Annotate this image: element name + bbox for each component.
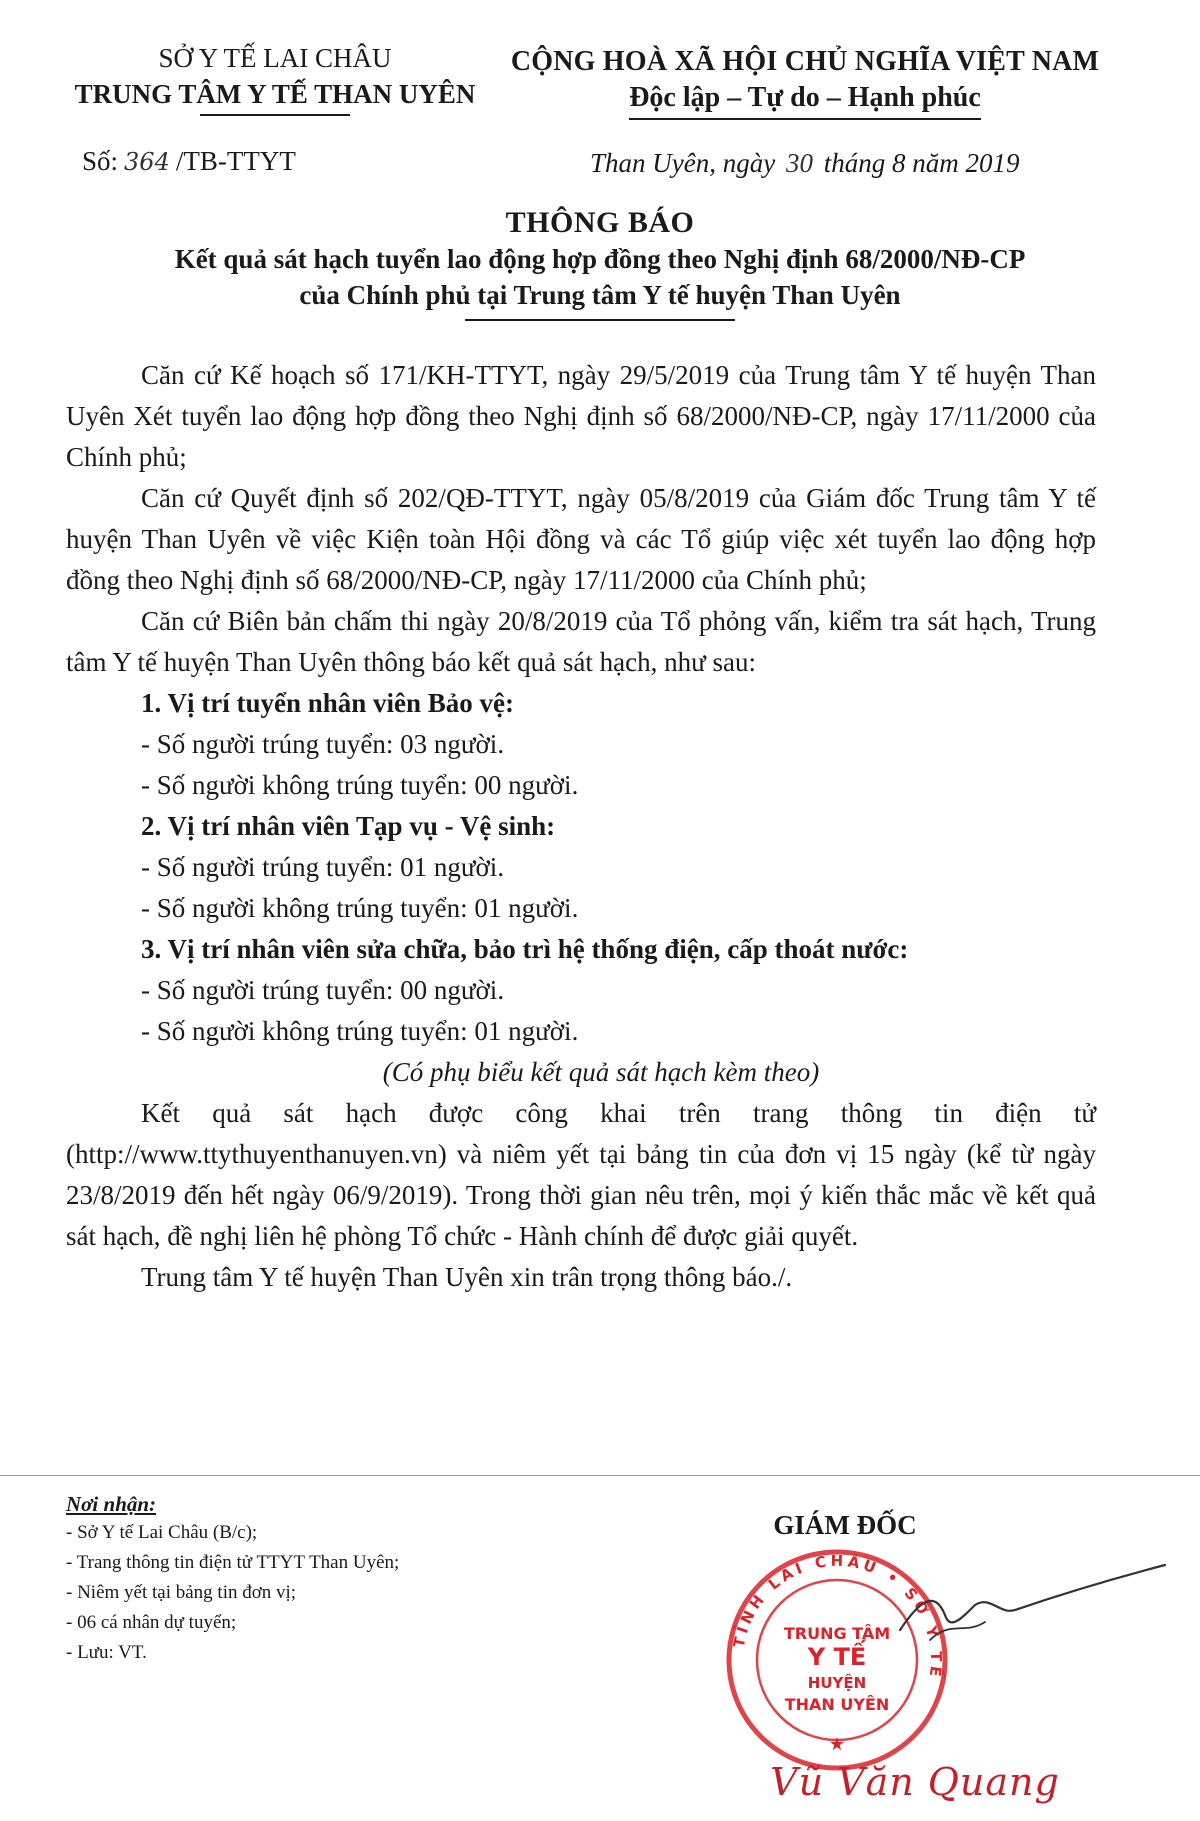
- section-heading: 1. Vị trí tuyển nhân viên Bảo vệ:: [141, 688, 515, 718]
- seal-line: HUYỆN: [807, 1674, 867, 1692]
- section-item: - Số người không trúng tuyển: 00 người.: [141, 770, 579, 800]
- nation-title: CỘNG HOÀ XÃ HỘI CHỦ NGHĨA VIỆT NAM: [510, 46, 1100, 77]
- recipient-item: - Sở Y tế Lai Châu (B/c);: [66, 1522, 258, 1543]
- paragraph-basis-plan: Căn cứ Kế hoạch số 171/KH-TTYT, ngày 29/5/2019 của Trung tâm Y tế huyện Than Uyên Xét tuyển lao động hợp đồng theo Nghị định số 68/2000/NĐ-CP, ngày 17/11/2000 của Chính phủ;: [66, 360, 1096, 472]
- seal-star-icon: ★: [828, 1734, 846, 1755]
- section-divider: [0, 1475, 1200, 1476]
- national-header: [490, 44, 1120, 120]
- title-line-3: của Chính phủ tại Trung tâm Y tế huyện Than Uyên: [299, 280, 901, 310]
- paragraph-basis-minutes: Căn cứ Biên bản chấm thi ngày 20/8/2019 của Tổ phỏng vấn, kiểm tra sát hạch, Trung tâm Y tế huyện Than Uyên thông báo kết quả sát hạch, như sau:: [66, 606, 1096, 677]
- doc-no-handwritten: 364: [124, 148, 170, 176]
- title-underline: [465, 319, 735, 321]
- agency-parent: SỞ Y TẾ LAI CHÂU: [158, 43, 392, 73]
- agency-underline: [200, 114, 350, 116]
- signer-title: GIÁM ĐỐC: [773, 1510, 917, 1540]
- recipient-item: - Trang thông tin điện tử TTYT Than Uyên;: [66, 1552, 400, 1573]
- place-suffix: tháng 8 năm 2019: [823, 148, 1020, 178]
- place-prefix: Than Uyên, ngày: [590, 148, 776, 178]
- recipient-item: - 06 cá nhân dự tuyển;: [66, 1612, 237, 1633]
- document-title: [60, 205, 1140, 321]
- place-date: [590, 148, 1019, 179]
- section-item: - Số người trúng tuyển: 01 người.: [141, 852, 505, 882]
- agency-header: [55, 40, 495, 116]
- section-item: - Số người không trúng tuyển: 01 người.: [141, 1016, 579, 1046]
- title-main: THÔNG BÁO: [505, 206, 695, 239]
- agency-name: TRUNG TÂM Y TẾ THAN UYÊN: [74, 79, 476, 109]
- seal-line: Y TẾ: [807, 1643, 867, 1671]
- section-item: - Số người trúng tuyển: 00 người.: [141, 975, 505, 1005]
- document-body: [66, 355, 1096, 1298]
- document-number: [82, 146, 296, 177]
- seal-ring-text: TỈNH LAI CHÂU • SỞ Y TẾ: [729, 1551, 946, 1682]
- recipient-item: - Lưu: VT.: [66, 1642, 147, 1663]
- attachment-note: (Có phụ biểu kết quả sát hạch kèm theo): [382, 1057, 820, 1087]
- seal-line: TRUNG TÂM: [783, 1624, 891, 1643]
- section-heading: 2. Vị trí nhân viên Tạp vụ - Vệ sinh:: [141, 811, 556, 841]
- section-heading: 3. Vị trí nhân viên sửa chữa, bảo trì hệ thống điện, cấp thoát nước:: [141, 934, 909, 964]
- signer-name: Vũ Văn Quang: [770, 1760, 1060, 1804]
- recipient-item: - Niêm yết tại bảng tin đơn vị;: [66, 1582, 297, 1603]
- national-motto: Độc lập – Tự do – Hạnh phúc: [629, 80, 981, 120]
- closing-sentence: Trung tâm Y tế huyện Than Uyên xin trân trọng thông báo./.: [141, 1262, 793, 1292]
- doc-no-prefix: Số:: [82, 146, 119, 176]
- doc-no-suffix: /TB-TTYT: [175, 146, 296, 176]
- paragraph-basis-decision: Căn cứ Quyết định số 202/QĐ-TTYT, ngày 05/8/2019 của Giám đốc Trung tâm Y tế huyện Than Uyên về việc Kiện toàn Hội đồng và các Tổ giúp việc xét tuyển lao động hợp đồng theo Nghị định số 68/2000/NĐ-CP, ngày 17/11/2000 của Chính phủ;: [66, 483, 1096, 595]
- recipients-block: [66, 1490, 586, 1668]
- title-line-2: Kết quả sát hạch tuyển lao động hợp đồng theo Nghị định 68/2000/NĐ-CP: [174, 244, 1026, 274]
- day-handwritten: 30: [785, 148, 813, 178]
- recipients-label: Nơi nhận:: [66, 1492, 157, 1516]
- section-item: - Số người trúng tuyển: 03 người.: [141, 729, 505, 759]
- section-item: - Số người không trúng tuyển: 01 người.: [141, 893, 579, 923]
- seal-line: THAN UYÊN: [784, 1695, 890, 1714]
- paragraph-publication: Kết quả sát hạch được công khai trên trang thông tin điện tử (http://www.ttythuyenthanuyen.vn) và niêm yết tại bảng tin của đơn vị 15 ngày (kể từ ngày 23/8/2019 đến hết ngày 06/9/2019). Trong thời gian nêu trên, mọi ý kiến thắc mắc về kết quả sát hạch, đề nghị liên hệ phòng Tổ chức - Hành chính để được giải quyết.: [66, 1098, 1096, 1251]
- handwritten-signature: [890, 1560, 1170, 1650]
